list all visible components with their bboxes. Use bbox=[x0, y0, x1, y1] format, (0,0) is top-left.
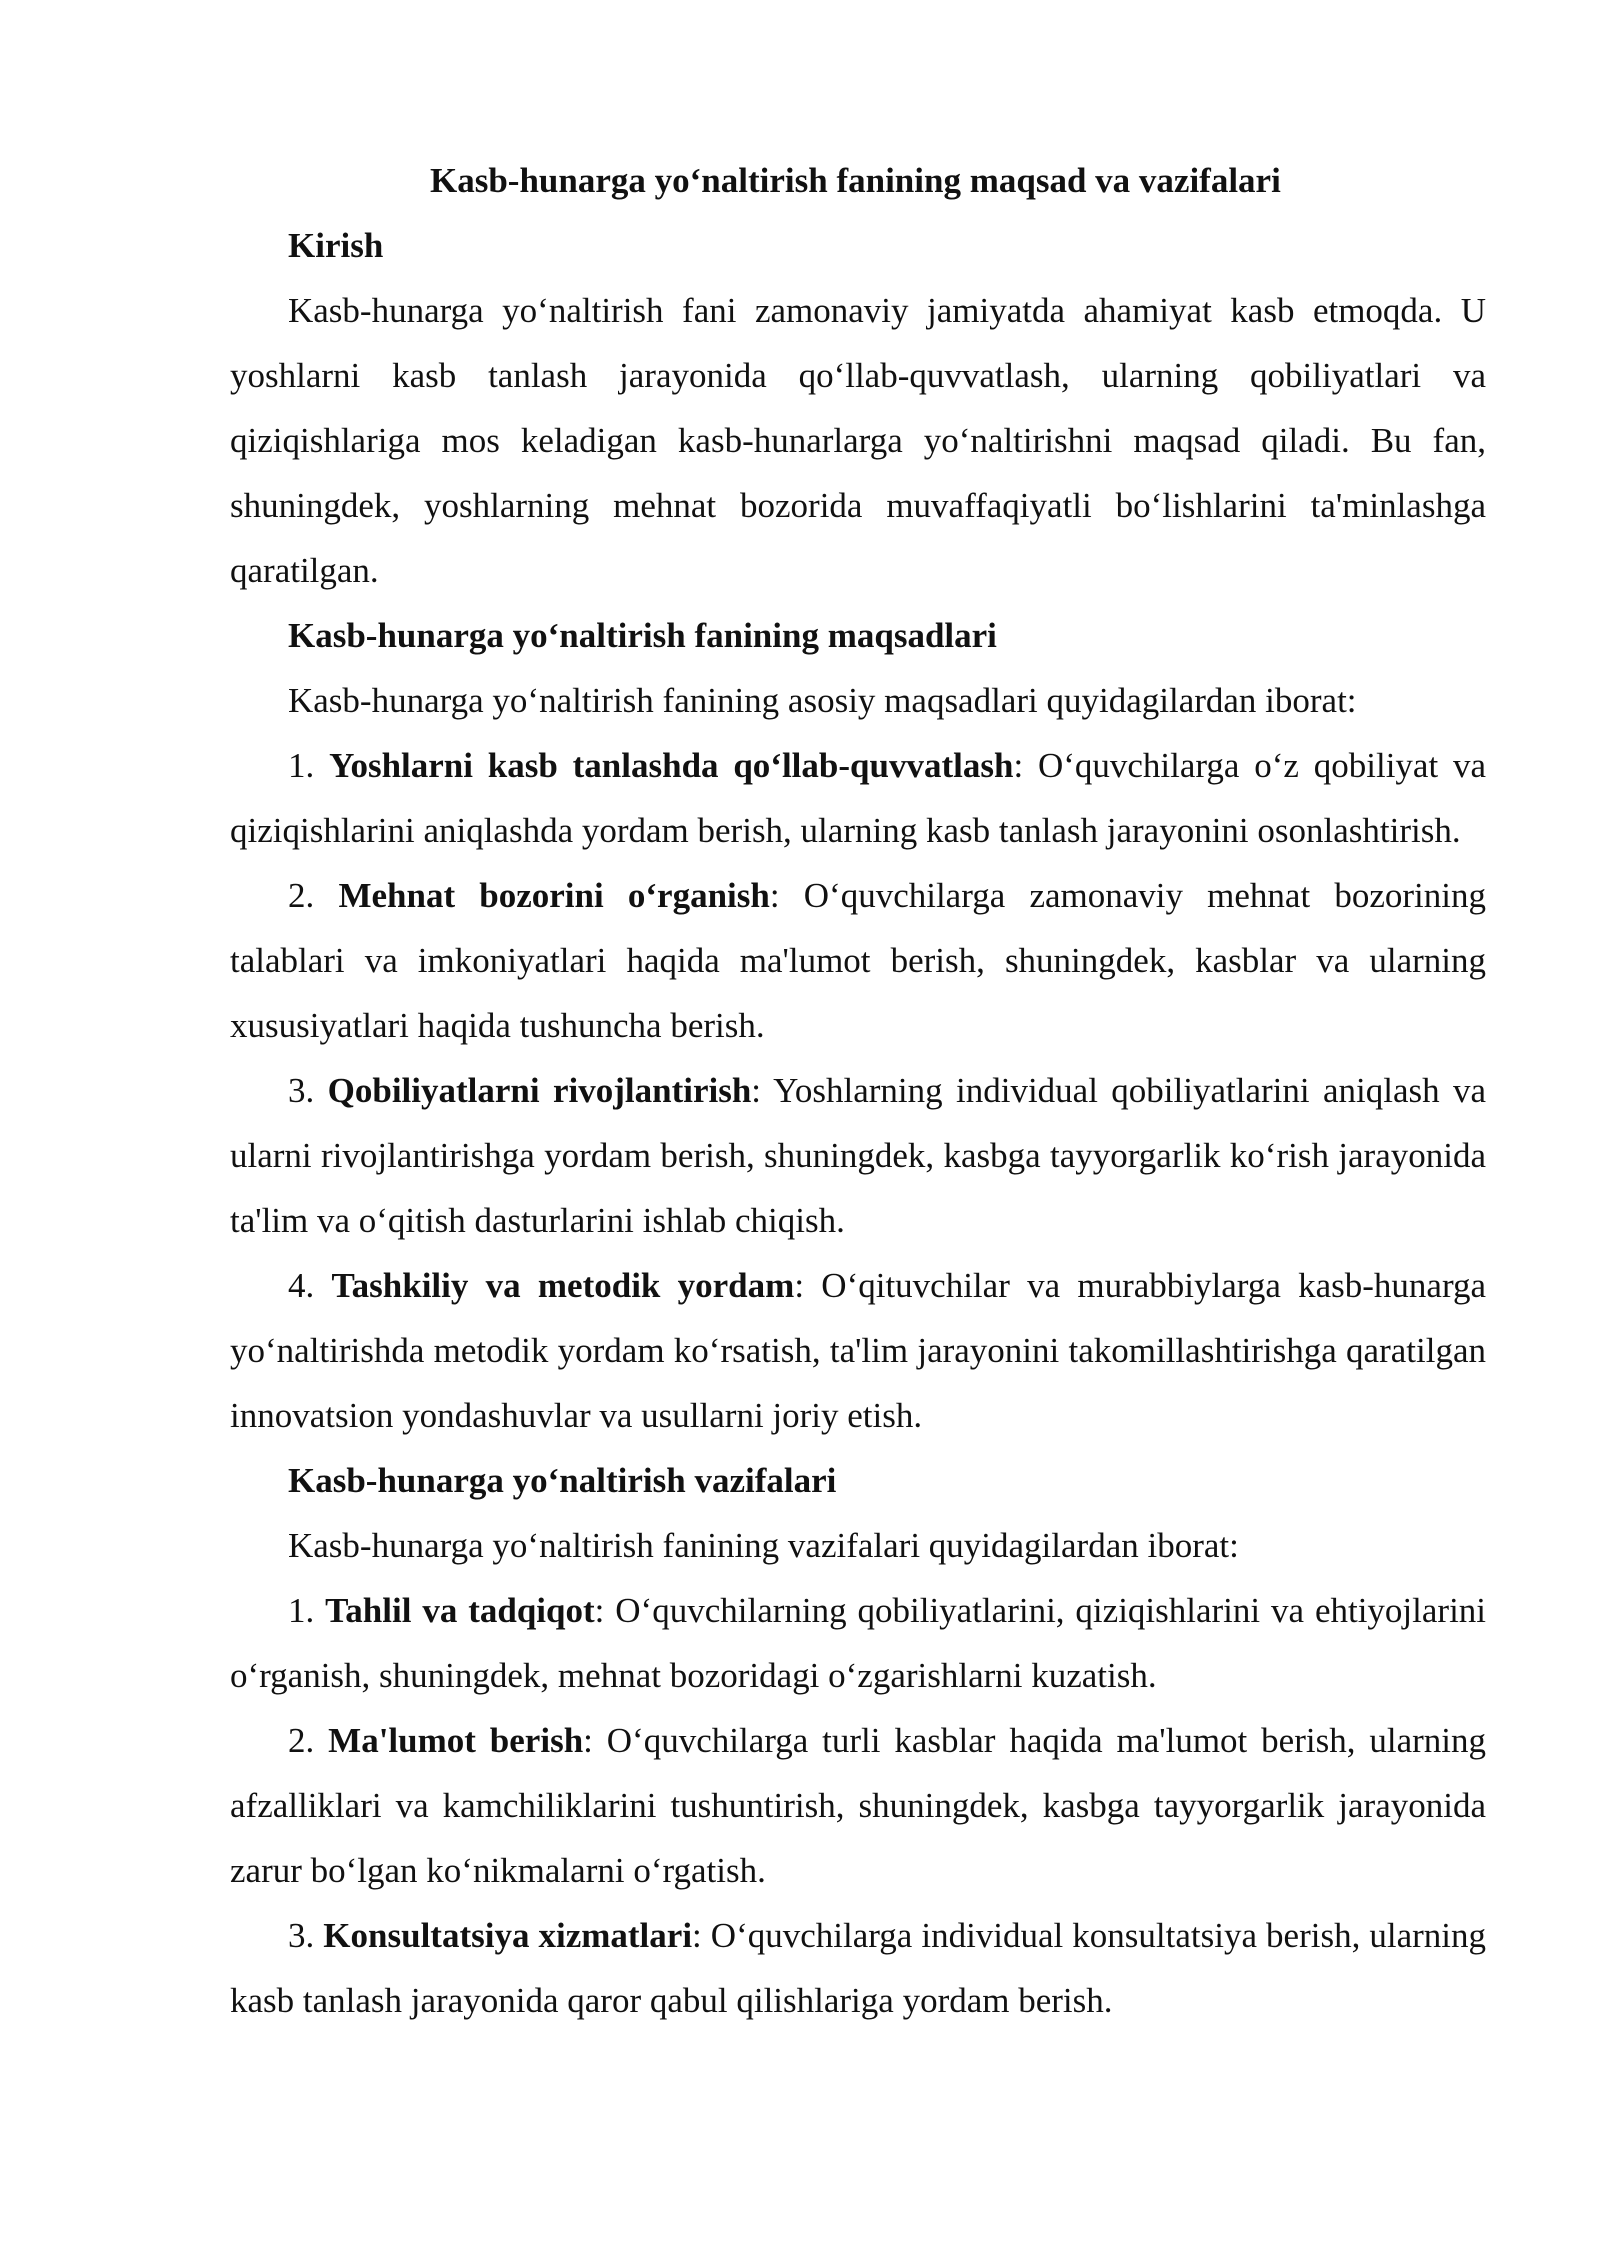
tasks-intro-paragraph: Kasb-hunarga yo‘naltirish fanining vazifalari quyidagilardan iborat: bbox=[288, 1526, 1239, 1565]
goal-text: : O‘quvchilarga o‘z qobiliyat va qiziqishlarini aniqlashda yordam berish, ularning kasb tanlash jarayonini osonlashtirish. bbox=[230, 746, 1487, 850]
intro-heading: Kirish bbox=[288, 226, 384, 265]
goal-text: : O‘quvchilarga zamonaviy mehnat bozorining talablari va imkoniyatlari haqida ma'lumot berish, shuningdek, kasblar va ularning xususiyatlari haqida tushuncha berish. bbox=[230, 876, 1486, 1045]
document-page bbox=[230, 148, 1486, 2033]
task-text: : O‘quvchilarga individual konsultatsiya berish, ularning kasb tanlash jarayonida qaror qabul qilishlariga yordam berish. bbox=[230, 1916, 1487, 2020]
task-term: Ma'lumot berish bbox=[328, 1721, 584, 1760]
goals-heading: Kasb-hunarga yo‘naltirish fanining maqsadlari bbox=[288, 616, 997, 655]
task-number: 2. bbox=[288, 1721, 315, 1760]
task-term: Tahlil va tadqiqot bbox=[325, 1591, 595, 1630]
goal-text: : Yoshlarning individual qobiliyatlarini aniqlash va ularni rivojlantirishga yordam berish, shuningdek, kasbga tayyorgarlik ko‘rish jarayonida ta'lim va o‘qitish dasturlarini ishlab chiqish. bbox=[230, 1071, 1487, 1240]
goal-number: 1. bbox=[288, 746, 315, 785]
intro-paragraph: Kasb-hunarga yo‘naltirish fani zamonaviy jamiyatda ahamiyat kasb etmoqda. U yoshlarni kasb tanlash jarayonida qo‘llab-quvvatlash, ularning qobiliyatlari va qiziqishlariga mos keladigan kasb-hunarlarga yo‘naltirishni maqsad qiladi. Bu fan, shuningdek, yoshlarning mehnat bozorida muvaffaqiyatli bo‘lishlarini ta'minlashga qaratilgan. bbox=[230, 291, 1486, 590]
goal-term: Mehnat bozorini o‘rganish bbox=[338, 876, 770, 915]
task-term: Konsultatsiya xizmatlari bbox=[323, 1916, 693, 1955]
goal-item bbox=[230, 733, 1486, 863]
goal-number: 2. bbox=[288, 876, 315, 915]
goal-number: 4. bbox=[288, 1266, 315, 1305]
goals-intro-paragraph: Kasb-hunarga yo‘naltirish fanining asosiy maqsadlari quyidagilardan iborat: bbox=[288, 681, 1357, 720]
task-item bbox=[230, 1903, 1486, 2033]
task-number: 1. bbox=[288, 1591, 315, 1630]
tasks-heading: Kasb-hunarga yo‘naltirish vazifalari bbox=[288, 1461, 837, 1500]
goal-number: 3. bbox=[288, 1071, 315, 1110]
goal-item bbox=[230, 863, 1486, 1058]
goal-item bbox=[230, 1253, 1486, 1448]
task-text: : O‘quvchilarning qobiliyatlarini, qiziqishlarini va ehtiyojlarini o‘rganish, shuningdek, mehnat bozoridagi o‘zgarishlarni kuzatish. bbox=[230, 1591, 1487, 1695]
goal-term: Qobiliyatlarni rivojlantirish bbox=[327, 1071, 752, 1110]
goal-term: Tashkiliy va metodik yordam bbox=[331, 1266, 795, 1305]
task-text: : O‘quvchilarga turli kasblar haqida ma'lumot berish, ularning afzalliklari va kamchiliklarini tushuntirish, shuningdek, kasbga tayyorgarlik jarayonida zarur bo‘lgan ko‘nikmalarni o‘rgatish. bbox=[230, 1721, 1486, 1890]
document-title: Kasb-hunarga yo‘naltirish fanining maqsad va vazifalari bbox=[430, 161, 1281, 200]
task-item bbox=[230, 1578, 1486, 1708]
task-item bbox=[230, 1708, 1486, 1903]
goal-text: : O‘qituvchilar va murabbiylarga kasb-hunarga yo‘naltirishda metodik yordam ko‘rsatish, ta'lim jarayonini takomillashtirishga qaratilgan innovatsion yondashuvlar va usullarni joriy etish. bbox=[230, 1266, 1487, 1435]
goal-term: Yoshlarni kasb tanlashda qo‘llab-quvvatlash bbox=[329, 746, 1014, 785]
goal-item bbox=[230, 1058, 1486, 1253]
task-number: 3. bbox=[288, 1916, 315, 1955]
